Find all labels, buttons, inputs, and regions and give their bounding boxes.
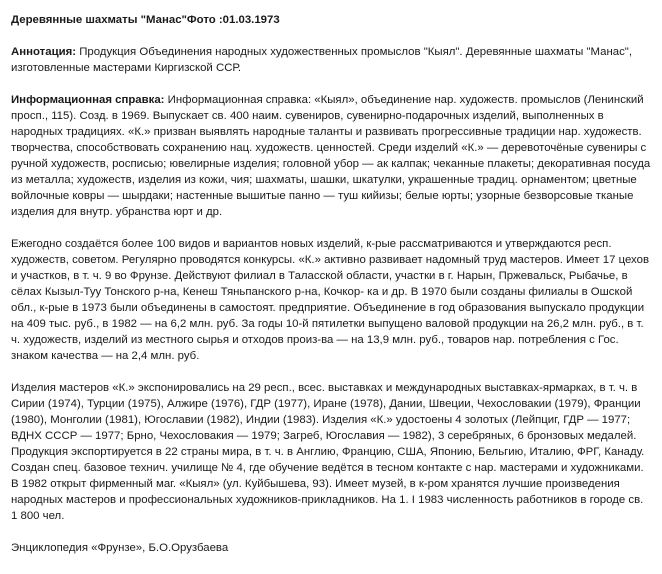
info-text: Информационная справка: «Кыял», объединение нар. художеств. промыслов (Ленинский просп., 115). Созд. в 1969. Выпускает св. 400 наим. сувениров, сувенирно-подарочных изделий, выполненных в народных традициях. «К.» призван выявлять народные таланты и развивать прогрессивные традиции нар. художеств. творчества, способствовать сохранению нац. художеств. ценностей. Среди изделий «К.» — деревоточёные сувениры с ручной художеств, росписью; ювелирные изделия; головной убор — ак калпак; чеканные плакеты; декоративная посуда из металла; художеств, изделия из кожи, чия; шахматы, шашки, шкатулки, украшенные традиц. орнаментом; цветные войлочные ковры — шырдаки; настенные вышитые панно — туш кийизы; белые юрты; узорные безворсовые тканые изделия для внутр. убранства юрт и др.: [11, 94, 651, 218]
annotation-paragraph: [11, 44, 651, 76]
production-paragraph: Ежегодно создаётся более 100 видов и вариантов новых изделий, к-рые рассматриваются и утверждаются респ. художеств, советом. Регулярно проводятся конкурсы. «К.» активно развивает надомный труд мастеров. Имеет 17 цехов и участков, в т. ч. 9 во Фрунзе. Действуют филиал в Таласской области, участки в г. Нарын, Пржевальск, Рыбачье, в сёлах Кызыл-Туу Тонского р-на, Кенеш Тяньпанского р-на, Кочкор- ка и др. В 1970 были созданы филиалы в Ошской обл., к-рые в 1973 были объединены в самостоят. предприятие. Объединение в год образования выпускало продукции на 409 тыс. руб., в 1982 — на 6,2 млн. руб. За годы 10-й пятилетки выпущено валовой продукции на 26,2 млн. руб., в т. ч. художеств, изделий из местного сырья и отходов произ-ва — на 13,9 млн. руб., товаров нар. потребления с Гос. знаком качества — на 2,4 млн. руб.: [11, 238, 650, 362]
info-paragraph: [11, 92, 651, 220]
exhibitions-paragraph: Изделия мастеров «К.» экспонировались на 29 респ., всес. выставках и международных выставках-ярмарках, в т. ч. в Сирии (1974), Турции (1975), Алжире (1976), ГДР (1977), Иране (1978), Дании, Швеции, Чехословакии (1979), Франции (1980), Монголии (1981), Югославии (1982), Индии (1983). Изделия «К.» удостоены 4 золотых (Лейпциг, ГДР — 1977; ВДНХ СССР — 1977; Брно, Чехословакия — 1979; Загреб, Югославия — 1982), 3 серебряных, 6 бронзовых медалей. Продукция экспортируется в 22 страны мира, в т. ч. в Англию, Францию, США, Японию, Бельгию, Италию, ФРГ, Канаду. Создан спец. базовое технич. училище № 4, где обучение ведётся в тесном контакте с нар. мастерами и художниками. В 1982 открыт фирменный маг. «Кыял» (ул. Куйбышева, 93). Имеет музей, в к-ром хранятся лучшие произведения народных мастеров и профессиональных художников-прикладников. На 1. I 1983 численность работников в городе св. 1 800 чел.: [11, 382, 645, 522]
annotation-text: Продукция Объединения народных художественных промыслов "Кыял". Деревянные шахматы "Манас", изготовленные мастерами Киргизской ССР.: [11, 46, 633, 74]
document-title: Деревянные шахматы "Манас"Фото :01.03.1973: [11, 14, 280, 26]
source-citation: Энциклопедия «Фрунзе», Б.О.Орузбаева: [11, 542, 229, 554]
annotation-label: Аннотация:: [11, 46, 77, 58]
info-label: Информационная справка:: [11, 94, 165, 106]
